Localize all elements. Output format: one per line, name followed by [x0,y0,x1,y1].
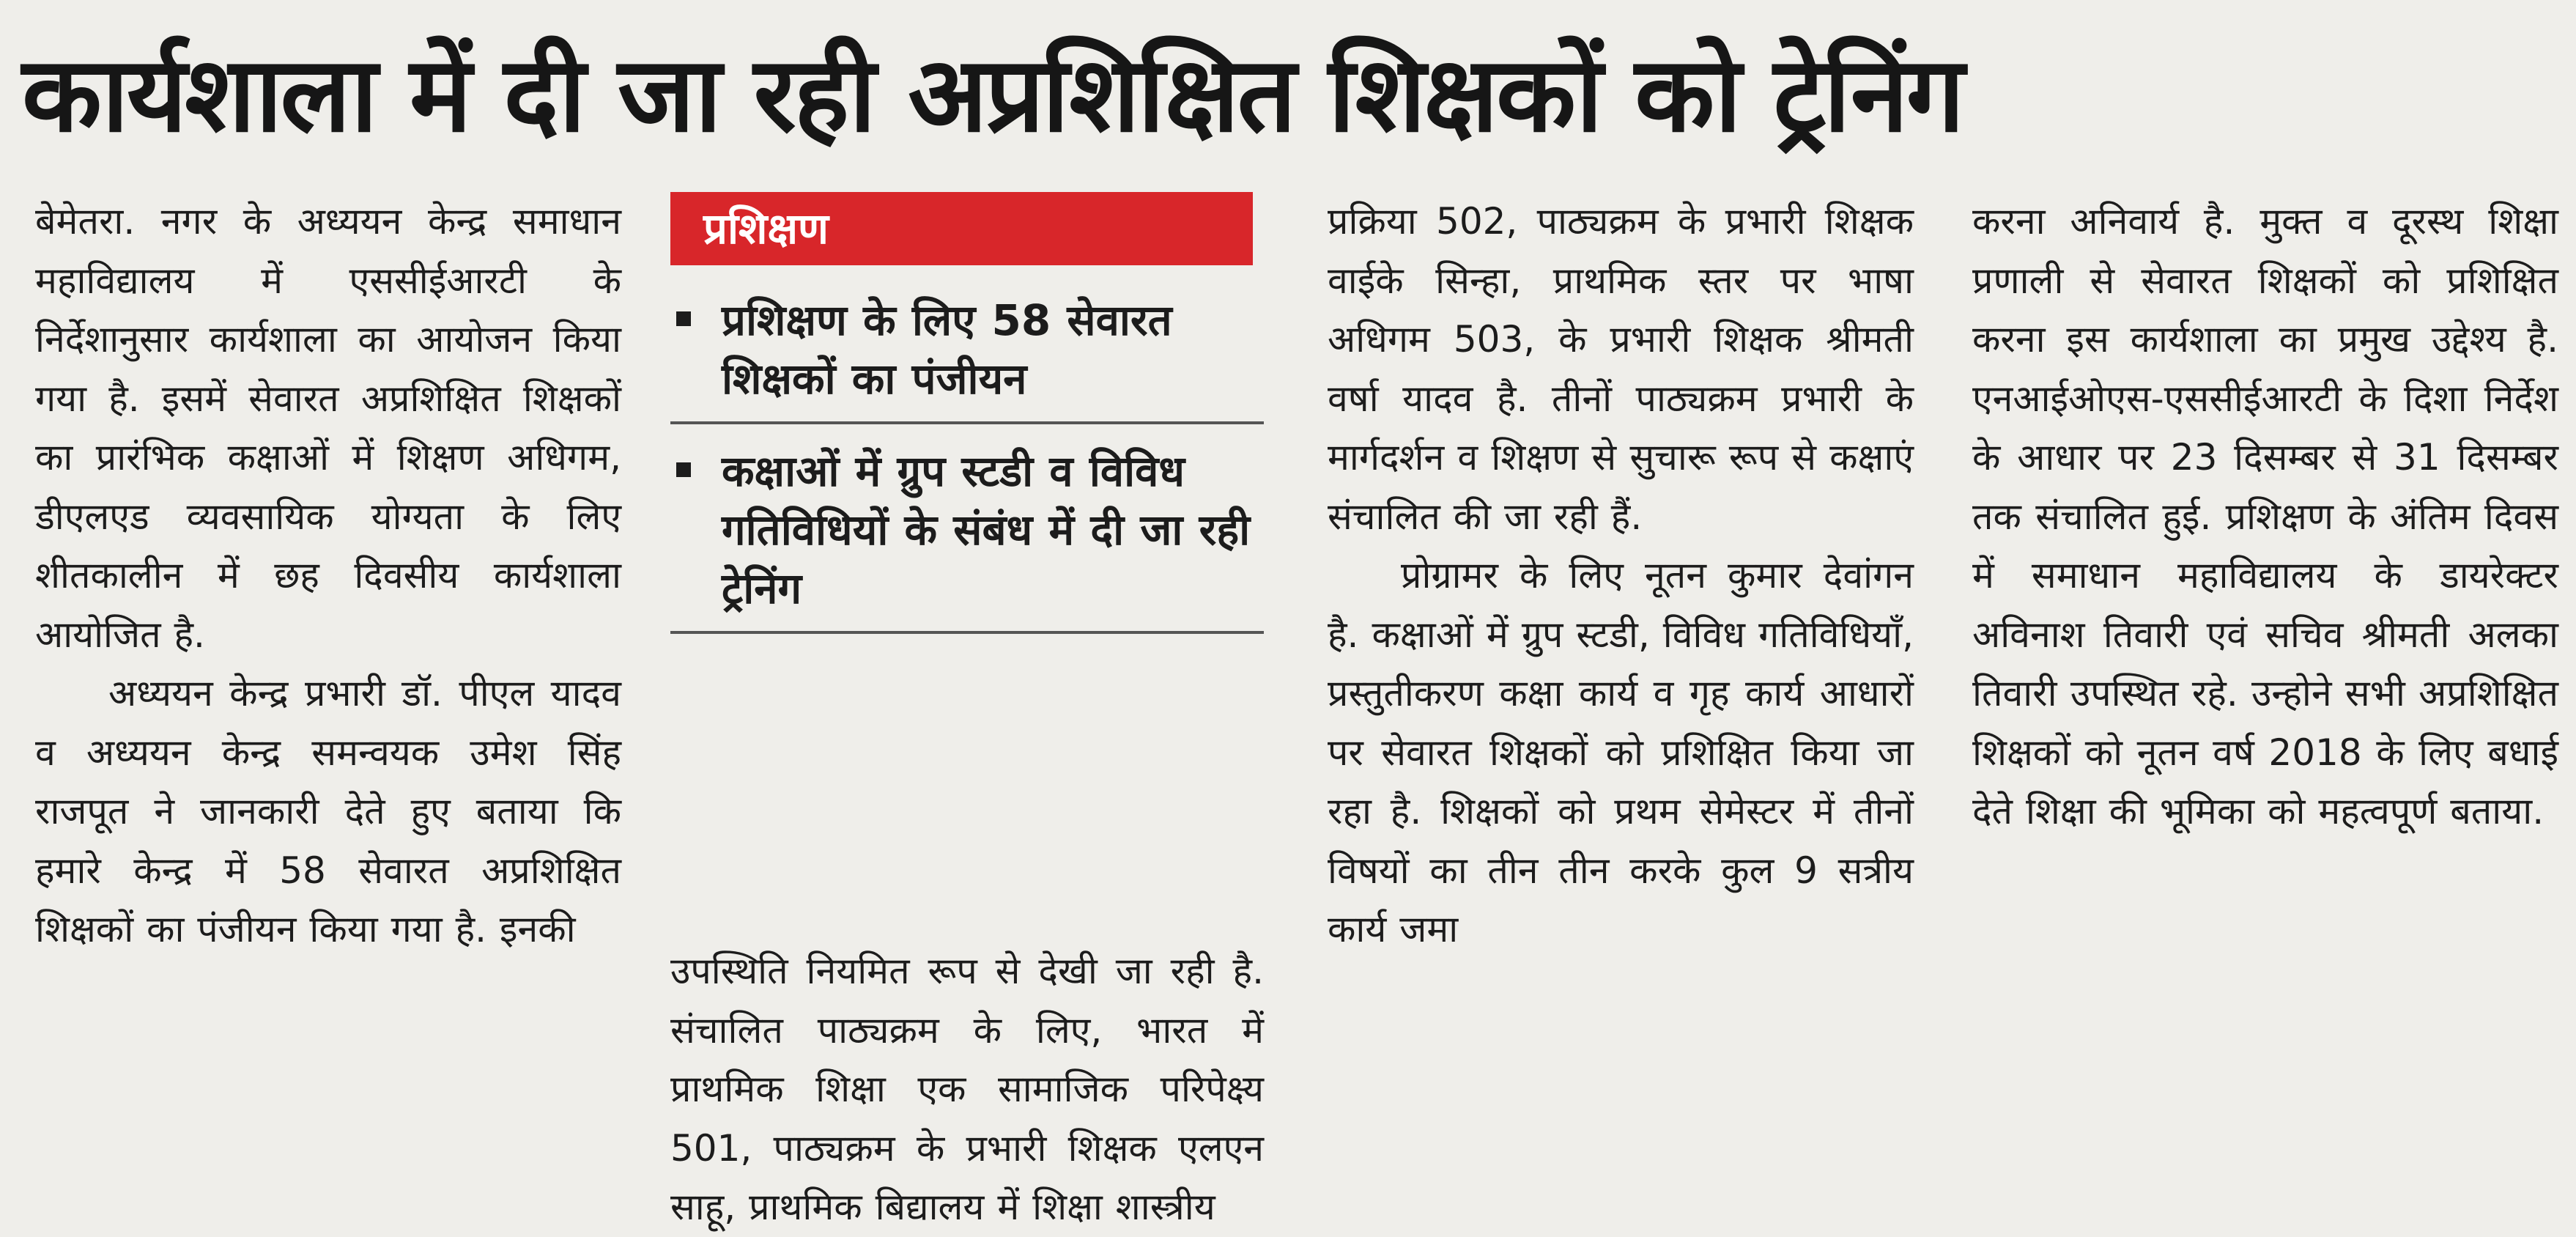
paragraph: करना अनिवार्य है. मुक्त व दूरस्थ शिक्षा प्रणाली से सेवारत शिक्षकों को प्रशिक्षित करना इस कार्यशाला का प्रमुख उद्देश्य है. एनआईओएस-एससीईआरटी के दिशा निर्देश के आधार पर 23 दिसम्बर से 31 दिसम्बर तक संचालित हुई. प्रशिक्षण के अंतिम दिवस में समाधान महाविद्यालय के डायरेक्टर अविनाश तिवारी एवं सचिव श्रीमती अलका तिवारी उपस्थित रहे. उन्होने सभी अप्रशिक्षित शिक्षकों को नूतन वर्ष 2018 के लिए बधाई देते शिक्षा की भूमिका को महत्वपूर्ण बताया. [1972,200,2558,832]
article-column-3 [1328,192,1914,959]
highlight-item [670,284,1264,424]
highlight-item [670,435,1264,634]
headline: कार्यशाला में दी जा रही अप्रशिक्षित शिक्षकों को ट्रेनिंग [22,34,1963,155]
paragraph: उपस्थिति नियमित रूप से देखी जा रही है. संचालित पाठ्यक्रम के लिए, भारत में प्राथमिक शिक्षा एक सामाजिक परिपेक्ष्य 501, पाठ्यक्रम के प्रभारी शिक्षक एलएन साहू, प्राथमिक बिद्यालय में शिक्षा शास्त्रीय [670,950,1264,1228]
article-column-2-body [670,942,1264,1237]
article-column-1 [35,192,621,959]
square-bullet-icon [676,311,691,326]
article-column-2 [670,192,1264,1228]
highlight-box [670,284,1264,634]
paragraph: बेमेतरा. नगर के अध्ययन केन्द्र समाधान महाविद्यालय में एससीईआरटी के निर्देशानुसार कार्यशाला का आयोजन किया गया है. इसमें सेवारत अप्रशिक्षित शिक्षकों का प्रारंभिक कक्षाओं में शिक्षण अधिगम, डीएलएड व्यवसायिक योग्यता के लिए शीतकालीन में छह दिवसीय कार्यशाला आयोजित है. [35,200,621,656]
highlight-text: कक्षाओं में ग्रुप स्टडी व विविध गतिविधियों के संबंध में दी जा रही ट्रेनिंग [722,446,1251,613]
paragraph: प्रक्रिया 502, पाठ्यक्रम के प्रभारी शिक्षक वाईके सिन्हा, प्राथमिक स्तर पर भाषा अधिगम 503, के प्रभारी शिक्षक श्रीमती वर्षा यादव है. तीनों पाठ्यक्रम प्रभारी के मार्गदर्शन व शिक्षण से सुचारू रूप से कक्षाएं संचालित की जा रही हैं. [1328,200,1914,538]
square-bullet-icon [676,462,691,477]
article-column-4 [1972,192,2558,841]
highlight-text: प्रशिक्षण के लिए 58 सेवारत शिक्षकों का पंजीयन [722,295,1172,404]
paragraph: प्रोग्रामर के लिए नूतन कुमार देवांगन है. कक्षाओं में ग्रुप स्टडी, विविध गतिविधियाँ, प्रस्तुतीकरण कक्षा कार्य व गृह कार्य आधारों पर सेवारत शिक्षकों को प्रशिक्षित किया जा रहा है. शिक्षकों को प्रथम सेमेस्टर में तीनों विषयों का तीन तीन करके कुल 9 सत्रीय कार्य जमा [1328,554,1914,950]
paragraph: अध्ययन केन्द्र प्रभारी डॉ. पीएल यादव व अध्ययन केन्द्र समन्वयक उमेश सिंह राजपूत ने जानकारी देते हुए बताया कि हमारे केन्द्र में 58 सेवारत अप्रशिक्षित शिक्षकों का पंजीयन किया गया है. इनकी [35,672,621,950]
section-tag: प्रशिक्षण [670,192,1253,265]
